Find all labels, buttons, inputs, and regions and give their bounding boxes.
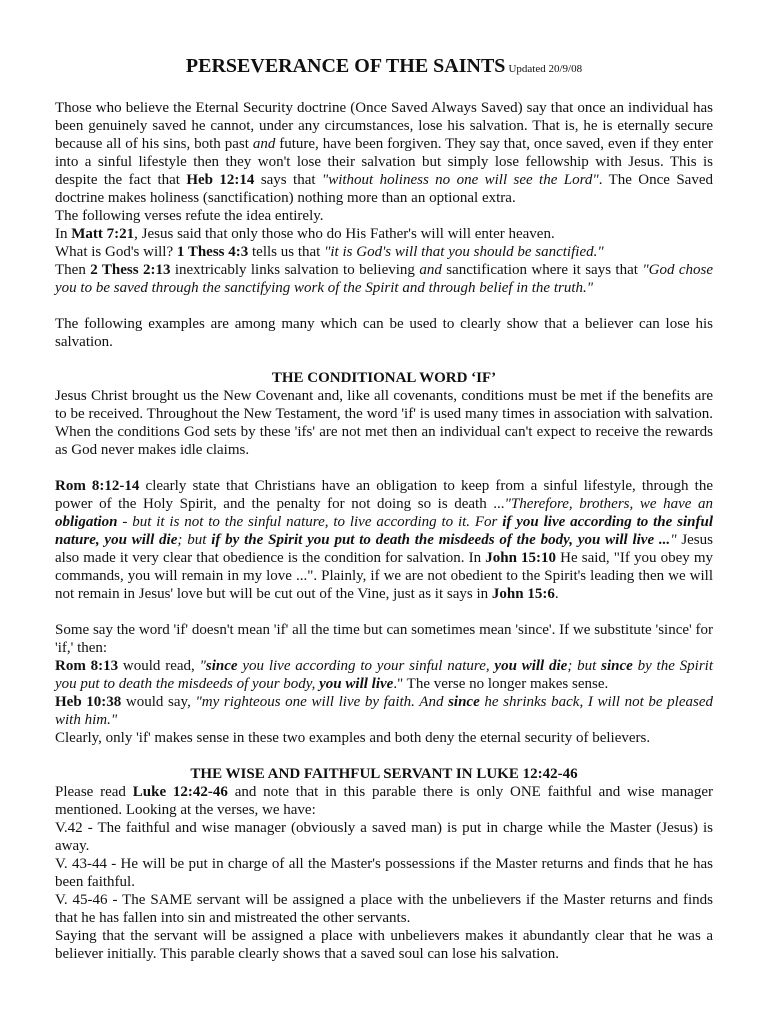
- text-run: Some say the word 'if' doesn't mean 'if' all the time but can sometimes mean 'since'. If we substitute 'since' for 'if,' then:: [55, 622, 713, 656]
- text-run: future, have been forgiven. They say that, once saved, even if they enter into a sinful lifestyle then they won't lose their salvation but simply lose fellowship with Jesus. This is despite the fact that: [55, 136, 714, 188]
- bold-text-run: Rom 8:12-14: [55, 478, 140, 494]
- title-text: PERSEVERANCE OF THE SAINTS: [185, 55, 506, 77]
- paragraph: [55, 783, 713, 819]
- paragraph: [55, 261, 713, 297]
- text-run: V.42 - The faithful and wise manager (obviously a saved man) is put in charge while the Master (Jesus) is away.: [55, 820, 713, 854]
- text-run: tells us that: [248, 244, 325, 260]
- text-run: clearly state that Christians have an obligation to keep from a sinful lifestyle, through the power of the Holy Spirit, and the penalty for not doing so is death ...: [55, 478, 713, 512]
- italic-text-run: you live according to your sinful nature,: [237, 658, 495, 674]
- spacer: [55, 747, 713, 765]
- bold-text-run: Luke 12:42-46: [132, 784, 228, 800]
- text-run: V. 45-46 - The SAME servant will be assigned a place with the unbelievers if the Master returns and finds that he has fallen into sin and mistreated the other servants.: [55, 892, 713, 926]
- spacer: [55, 459, 713, 477]
- text-run: V. 43-44 - He will be put in charge of all the Master's possessions if the Master returns and finds that he has been faithful.: [55, 856, 713, 890]
- bold-text-run: obligation: [55, 514, 118, 530]
- text-run: The following verses refute the idea entirely.: [55, 208, 324, 224]
- italic-text-run: - but it is not to the sinful nature, to live according to it. For: [117, 514, 503, 530]
- text-run: says that: [254, 172, 322, 188]
- italic-text-run: "without holiness no one will see the Lord": [321, 172, 599, 188]
- paragraph: [55, 225, 713, 243]
- bold-text-run: 1 Thess 4:3: [176, 244, 249, 260]
- bold-text-run: you will live: [319, 676, 394, 692]
- paragraph: [55, 207, 713, 225]
- text-run: inextricably links salvation to believing: [170, 262, 420, 278]
- paragraph: [55, 621, 713, 657]
- italic-text-run: ": [670, 532, 677, 548]
- text-run: Then: [55, 262, 91, 278]
- paragraph: [55, 693, 713, 729]
- updated-date: Updated 20/9/08: [508, 63, 583, 75]
- text-run: Please read: [55, 784, 133, 800]
- bold-text-run: since: [448, 694, 480, 710]
- italic-text-run: ": [199, 658, 206, 674]
- text-run: Those who believe the Eternal Security doctrine (Once Saved Always Saved) say that once an individual has been genuinely saved he cannot, under any circumstances, lose his salvation. That is, he is eternally secure because all of his sins, both past: [55, 100, 713, 152]
- text-run: Saying that the servant will be assigned a place with unbelievers makes it abundantly clear that he was a believer initially. This parable clearly shows that a saved soul can lose his salvation.: [55, 928, 713, 962]
- bold-text-run: since: [205, 658, 238, 674]
- paragraph: [55, 729, 713, 747]
- text-run: would read,: [118, 658, 200, 674]
- section-heading: THE WISE AND FAITHFUL SERVANT IN LUKE 12:42-46: [190, 766, 578, 782]
- paragraph: [55, 855, 713, 891]
- italic-text-run: ; but: [567, 658, 602, 674]
- text-run: Jesus also made it very clear that obedience is the condition for salvation. In: [55, 532, 713, 566]
- bold-text-run: Matt 7:21: [71, 226, 135, 242]
- text-run: .: [554, 586, 559, 602]
- text-run: , Jesus said that only those who do His Father's will will enter heaven.: [134, 226, 555, 242]
- bold-text-run: Rom 8:13: [55, 658, 119, 674]
- section-heading: THE CONDITIONAL WORD ‘IF’: [271, 370, 497, 386]
- italic-text-run: by the Spirit you put to death the misdeeds of your body,: [55, 658, 713, 692]
- paragraph: [55, 891, 713, 927]
- spacer: [55, 351, 713, 369]
- spacer: [55, 603, 713, 621]
- bold-text-run: since: [601, 658, 633, 674]
- text-run: would say,: [121, 694, 196, 710]
- paragraph: [55, 387, 713, 459]
- text-run: sanctification where it says that: [441, 262, 643, 278]
- bold-text-run: John 15:6: [491, 586, 555, 602]
- text-run: and note that in this parable there is only ONE faithful and wise manager mentioned. Looking at the verses, we have:: [55, 784, 713, 818]
- paragraph: [55, 243, 713, 261]
- bold-text-run: Heb 10:38: [55, 694, 122, 710]
- italic-text-run: and: [252, 136, 276, 152]
- spacer: [55, 297, 713, 315]
- italic-text-run: ; but: [177, 532, 212, 548]
- italic-text-run: "it is God's will that you should be sanctified.": [324, 244, 604, 260]
- italic-text-run: "God chose you to be saved through the sanctifying work of the Spirit and through belief in the truth.": [55, 262, 714, 296]
- paragraph: [55, 477, 713, 603]
- bold-text-run: you will die: [494, 658, 568, 674]
- paragraph: [55, 819, 713, 855]
- paragraph: [55, 99, 713, 207]
- italic-text-run: "Therefore, brothers, we have an: [504, 496, 713, 512]
- bold-text-run: John 15:10: [485, 550, 557, 566]
- italic-text-run: he shrinks back, I will not be pleased with him.": [55, 694, 713, 728]
- paragraph: [55, 315, 713, 351]
- document-title: [55, 52, 713, 83]
- paragraph: [55, 657, 713, 693]
- bold-text-run: if by the Spirit you put to death the misdeeds of the body, you will live ...: [211, 532, 671, 548]
- italic-text-run: "my righteous one will live by faith. And: [195, 694, 449, 710]
- text-run: Clearly, only 'if' makes sense in these two examples and both deny the eternal security of believers.: [55, 730, 651, 746]
- bold-text-run: 2 Thess 2:13: [90, 262, 171, 278]
- italic-text-run: and: [419, 262, 442, 278]
- text-run: ." The verse no longer makes sense.: [393, 676, 609, 692]
- text-run: . The Once Saved doctrine makes holiness (sanctification) nothing more than an optional extra.: [55, 172, 713, 206]
- text-run: The following examples are among many which can be used to clearly show that a believer can lose his salvation.: [55, 316, 713, 350]
- text-run: He said, "If you obey my commands, you will remain in my love ...". Plainly, if we are not obedient to the Spirit's leading then we will not remain in Jesus' love but will be cut out of the Vine, just as it says in: [55, 550, 713, 602]
- bold-text-run: Heb 12:14: [186, 172, 255, 188]
- text-run: Jesus Christ brought us the New Covenant and, like all covenants, conditions must be met if the benefits are to be received. Throughout the New Testament, the word 'if' is used many times in association with salvation. When the conditions God sets by these 'ifs' are not met then an individual can't expect to receive the rewards as God never makes idle claims.: [55, 388, 713, 458]
- bold-text-run: if you live according to the sinful nature, you will die: [55, 514, 713, 548]
- text-run: In: [55, 226, 72, 242]
- paragraph: [55, 927, 713, 963]
- text-run: What is God's will?: [55, 244, 177, 260]
